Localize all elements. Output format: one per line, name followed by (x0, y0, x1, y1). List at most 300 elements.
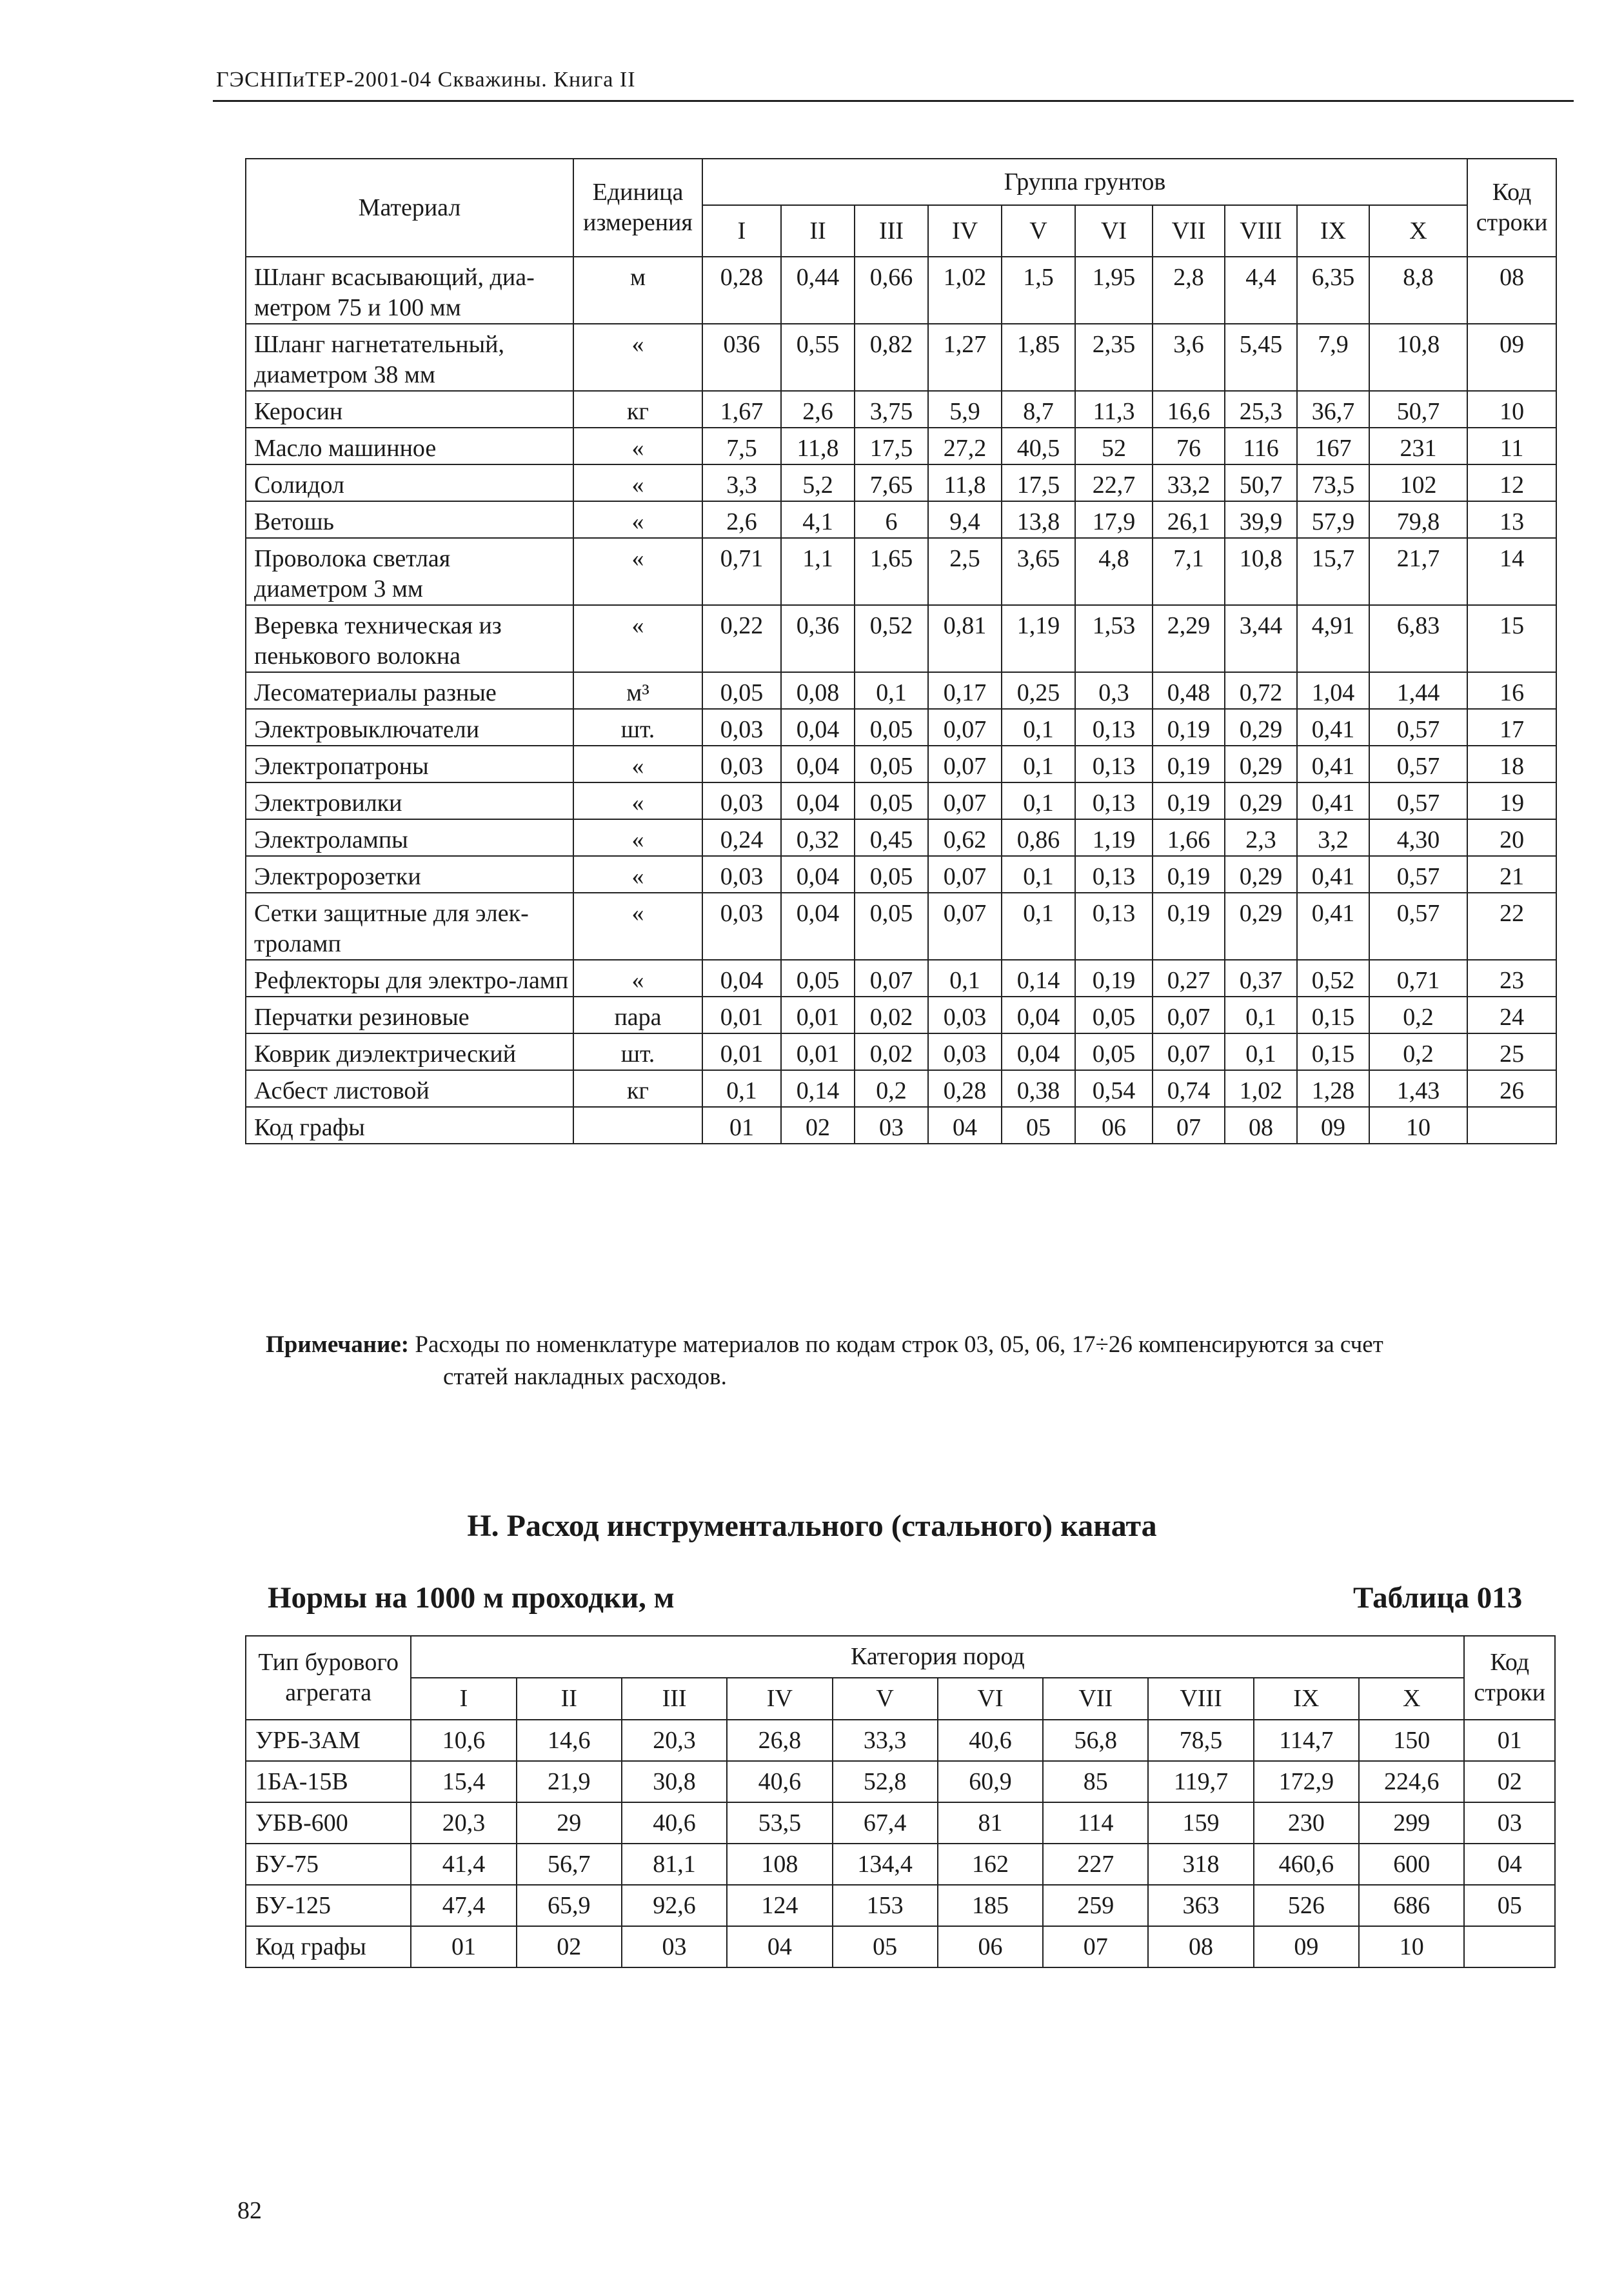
table-row (246, 257, 1556, 324)
value-cell: 0,02 (855, 997, 928, 1033)
value-cell: 17,5 (1002, 464, 1075, 501)
drill-unit-type: 1БА-15В (246, 1761, 411, 1802)
value-cell: 21,7 (1369, 538, 1467, 605)
material-name: Керосин (246, 391, 573, 428)
rock-category-5: V (833, 1678, 938, 1720)
table-row (246, 464, 1556, 501)
material-name: Шланг нагнетательный, диаметром 38 мм (246, 324, 573, 391)
value-cell: 0,07 (928, 709, 1002, 746)
material-name: Ветошь (246, 501, 573, 538)
value-cell: 0,1 (1002, 709, 1075, 746)
value-cell: 108 (727, 1844, 832, 1885)
unit-cell: кг (573, 391, 702, 428)
value-cell: 3,65 (1002, 538, 1075, 605)
table-row (246, 324, 1556, 391)
value-cell: 686 (1359, 1885, 1464, 1926)
value-cell: 0,1 (928, 960, 1002, 997)
value-cell: 363 (1148, 1885, 1253, 1926)
value-cell: 33,3 (833, 1720, 938, 1761)
soil-group-9: IX (1297, 205, 1369, 257)
graph-code-cell: 02 (781, 1107, 855, 1144)
row-code-cell: 24 (1467, 997, 1556, 1033)
value-cell: 57,9 (1297, 501, 1369, 538)
value-cell: 1,95 (1075, 257, 1153, 324)
value-cell: 230 (1254, 1802, 1359, 1844)
value-cell: 3,3 (702, 464, 781, 501)
value-cell: 52 (1075, 428, 1153, 464)
value-cell: 0,07 (1153, 997, 1225, 1033)
unit-cell: « (573, 960, 702, 997)
value-cell: 167 (1297, 428, 1369, 464)
row-code-cell: 21 (1467, 856, 1556, 893)
value-cell: 10,8 (1225, 538, 1297, 605)
value-cell: 5,2 (781, 464, 855, 501)
value-cell: 1,44 (1369, 672, 1467, 709)
value-cell: 0,05 (855, 782, 928, 819)
value-cell: 2,6 (781, 391, 855, 428)
value-cell: 318 (1148, 1844, 1253, 1885)
graph-code-cell: 06 (1075, 1107, 1153, 1144)
value-cell: 600 (1359, 1844, 1464, 1885)
value-cell: 0,19 (1153, 782, 1225, 819)
value-cell: 0,71 (1369, 960, 1467, 997)
value-cell: 1,19 (1075, 819, 1153, 856)
value-cell: 0,01 (781, 997, 855, 1033)
section-title: Н. Расход инструментального (стального) каната (467, 1509, 1157, 1543)
value-cell: 0,15 (1297, 1033, 1369, 1070)
value-cell: 150 (1359, 1720, 1464, 1761)
graph-code-cell: 07 (1043, 1926, 1148, 1967)
value-cell: 0,05 (1075, 997, 1153, 1033)
unit-cell: шт. (573, 709, 702, 746)
table-row (246, 997, 1556, 1033)
row-code-cell: 15 (1467, 605, 1556, 672)
unit-cell: « (573, 538, 702, 605)
value-cell: 20,3 (411, 1802, 516, 1844)
table-row (246, 538, 1556, 605)
value-cell: 0,81 (928, 605, 1002, 672)
value-cell: 0,32 (781, 819, 855, 856)
rock-category-2: II (517, 1678, 622, 1720)
value-cell: 0,05 (855, 746, 928, 782)
row-code-cell: 17 (1467, 709, 1556, 746)
value-cell: 231 (1369, 428, 1467, 464)
value-cell: 119,7 (1148, 1761, 1253, 1802)
value-cell: 0,07 (1153, 1033, 1225, 1070)
value-cell: 26,1 (1153, 501, 1225, 538)
value-cell: 0,04 (781, 856, 855, 893)
graph-code-cell: 02 (517, 1926, 622, 1967)
rock-category-6: VI (938, 1678, 1043, 1720)
soil-group-7: VII (1153, 205, 1225, 257)
table-row (246, 1070, 1556, 1107)
graph-code-cell: 10 (1359, 1926, 1464, 1967)
value-cell: 0,71 (702, 538, 781, 605)
value-cell: 0,03 (702, 709, 781, 746)
value-cell: 2,3 (1225, 819, 1297, 856)
value-cell: 0,57 (1369, 709, 1467, 746)
value-cell: 17,5 (855, 428, 928, 464)
value-cell: 0,55 (781, 324, 855, 391)
table-row (246, 501, 1556, 538)
value-cell: 0,14 (781, 1070, 855, 1107)
value-cell: 0,03 (702, 746, 781, 782)
unit-cell: « (573, 501, 702, 538)
graph-code-cell: 01 (411, 1926, 516, 1967)
value-cell: 11,8 (928, 464, 1002, 501)
value-cell: 0,03 (702, 856, 781, 893)
value-cell: 0,52 (855, 605, 928, 672)
value-cell: 0,82 (855, 324, 928, 391)
value-cell: 0,29 (1225, 746, 1297, 782)
soil-group-1: I (702, 205, 781, 257)
unit-cell: кг (573, 1070, 702, 1107)
value-cell: 0,03 (928, 997, 1002, 1033)
row-code-cell: 12 (1467, 464, 1556, 501)
value-cell: 22,7 (1075, 464, 1153, 501)
table-number: Таблица 013 (1353, 1581, 1523, 1615)
table-row (246, 672, 1556, 709)
value-cell: 0,01 (781, 1033, 855, 1070)
value-cell: 0,15 (1297, 997, 1369, 1033)
value-cell: 0,1 (702, 1070, 781, 1107)
value-cell: 0,19 (1075, 960, 1153, 997)
value-cell: 92,6 (622, 1885, 727, 1926)
material-name: Проволока светлая диаметром 3 мм (246, 538, 573, 605)
value-cell: 1,65 (855, 538, 928, 605)
unit-cell: « (573, 605, 702, 672)
value-cell: 0,07 (928, 782, 1002, 819)
value-cell: 0,19 (1153, 709, 1225, 746)
graph-code-cell: 09 (1297, 1107, 1369, 1144)
unit-cell: пара (573, 997, 702, 1033)
row-code-cell: 20 (1467, 819, 1556, 856)
value-cell: 47,4 (411, 1885, 516, 1926)
material-name: Шланг всасывающий, диа-метром 75 и 100 мм (246, 257, 573, 324)
value-cell: 124 (727, 1885, 832, 1926)
table-row (246, 1885, 1555, 1926)
value-cell: 0,62 (928, 819, 1002, 856)
value-cell: 0,54 (1075, 1070, 1153, 1107)
value-cell: 1,53 (1075, 605, 1153, 672)
value-cell: 162 (938, 1844, 1043, 1885)
value-cell: 3,2 (1297, 819, 1369, 856)
value-cell: 40,6 (622, 1802, 727, 1844)
graph-code-cell: 03 (622, 1926, 727, 1967)
value-cell: 52,8 (833, 1761, 938, 1802)
value-cell: 0,07 (928, 856, 1002, 893)
material-name: Рефлекторы для электро-ламп (246, 960, 573, 997)
col-code-header: Код строки (1464, 1636, 1555, 1720)
unit-cell: « (573, 746, 702, 782)
value-cell: 036 (702, 324, 781, 391)
soil-group-3: III (855, 205, 928, 257)
value-cell: 6,35 (1297, 257, 1369, 324)
value-cell: 0,07 (928, 746, 1002, 782)
note-text-line2: статей накладных расходов. (443, 1364, 727, 1390)
value-cell: 0,17 (928, 672, 1002, 709)
value-cell: 40,6 (938, 1720, 1043, 1761)
value-cell: 1,1 (781, 538, 855, 605)
material-name: Электровилки (246, 782, 573, 819)
value-cell: 41,4 (411, 1844, 516, 1885)
running-header: ГЭСНПиТЕР-2001-04 Скважины. Книга II (216, 68, 636, 92)
value-cell: 0,28 (702, 257, 781, 324)
value-cell: 1,67 (702, 391, 781, 428)
col-code-header: Код строки (1467, 159, 1556, 257)
value-cell: 134,4 (833, 1844, 938, 1885)
value-cell: 1,28 (1297, 1070, 1369, 1107)
graph-code-label: Код графы (246, 1926, 411, 1967)
rock-category-4: IV (727, 1678, 832, 1720)
material-name: Перчатки резиновые (246, 997, 573, 1033)
unit-cell: « (573, 893, 702, 960)
value-cell: 8,8 (1369, 257, 1467, 324)
value-cell: 0,07 (928, 893, 1002, 960)
value-cell: 0,04 (1002, 997, 1075, 1033)
value-cell: 0,04 (781, 709, 855, 746)
norms-caption: Нормы на 1000 м проходки, м (268, 1581, 675, 1615)
value-cell: 0,1 (1002, 746, 1075, 782)
unit-cell: « (573, 856, 702, 893)
value-cell: 2,5 (928, 538, 1002, 605)
graph-code-cell: 05 (1002, 1107, 1075, 1144)
value-cell: 460,6 (1254, 1844, 1359, 1885)
value-cell: 56,8 (1043, 1720, 1148, 1761)
table-row (246, 1033, 1556, 1070)
value-cell: 0,1 (1225, 997, 1297, 1033)
value-cell: 1,04 (1297, 672, 1369, 709)
value-cell: 0,29 (1225, 782, 1297, 819)
value-cell: 0,41 (1297, 893, 1369, 960)
value-cell: 1,19 (1002, 605, 1075, 672)
value-cell: 0,37 (1225, 960, 1297, 997)
materials-table (245, 158, 1557, 1144)
rock-category-header: Категория пород (411, 1636, 1464, 1678)
value-cell: 7,5 (702, 428, 781, 464)
value-cell: 15,4 (411, 1761, 516, 1802)
row-code-cell: 10 (1467, 391, 1556, 428)
value-cell: 0,22 (702, 605, 781, 672)
value-cell: 172,9 (1254, 1761, 1359, 1802)
value-cell: 5,45 (1225, 324, 1297, 391)
value-cell: 11,8 (781, 428, 855, 464)
row-code-cell: 22 (1467, 893, 1556, 960)
unit-cell: м (573, 257, 702, 324)
note-text-line1: Расходы по номенклатуре материалов по кодам строк 03, 05, 06, 17÷26 компенсируются за счет (415, 1331, 1383, 1358)
value-cell: 0,08 (781, 672, 855, 709)
material-name: Коврик диэлектрический (246, 1033, 573, 1070)
value-cell: 50,7 (1225, 464, 1297, 501)
value-cell: 6 (855, 501, 928, 538)
value-cell: 79,8 (1369, 501, 1467, 538)
rock-category-1: I (411, 1678, 516, 1720)
value-cell: 0,28 (928, 1070, 1002, 1107)
rock-category-3: III (622, 1678, 727, 1720)
material-name: Масло машинное (246, 428, 573, 464)
value-cell: 0,07 (855, 960, 928, 997)
soil-group-2: II (781, 205, 855, 257)
page-number: 82 (237, 2197, 262, 2224)
row-code-cell: 13 (1467, 501, 1556, 538)
value-cell: 0,86 (1002, 819, 1075, 856)
value-cell: 50,7 (1369, 391, 1467, 428)
drill-unit-type: УРБ-3АМ (246, 1720, 411, 1761)
value-cell: 4,91 (1297, 605, 1369, 672)
value-cell: 159 (1148, 1802, 1253, 1844)
material-name: Лесоматериалы разные (246, 672, 573, 709)
row-code-cell: 02 (1464, 1761, 1555, 1802)
empty-cell (1467, 1107, 1556, 1144)
value-cell: 0,03 (702, 893, 781, 960)
value-cell: 11,3 (1075, 391, 1153, 428)
row-code-cell: 11 (1467, 428, 1556, 464)
table-row (246, 893, 1556, 960)
value-cell: 0,66 (855, 257, 928, 324)
value-cell: 60,9 (938, 1761, 1043, 1802)
col-unit-header: Единица измерения (573, 159, 702, 257)
empty-cell (573, 1107, 702, 1144)
unit-cell: « (573, 324, 702, 391)
value-cell: 0,02 (855, 1033, 928, 1070)
value-cell: 0,05 (855, 856, 928, 893)
value-cell: 0,01 (702, 1033, 781, 1070)
value-cell: 4,1 (781, 501, 855, 538)
value-cell: 0,05 (702, 672, 781, 709)
value-cell: 526 (1254, 1885, 1359, 1926)
material-name: Электровыключатели (246, 709, 573, 746)
value-cell: 0,05 (855, 709, 928, 746)
value-cell: 8,7 (1002, 391, 1075, 428)
graph-code-cell: 05 (833, 1926, 938, 1967)
value-cell: 0,41 (1297, 856, 1369, 893)
row-code-cell: 05 (1464, 1885, 1555, 1926)
graph-code-cell: 03 (855, 1107, 928, 1144)
value-cell: 0,1 (1002, 782, 1075, 819)
row-code-cell: 03 (1464, 1802, 1555, 1844)
header-rule (213, 100, 1574, 102)
value-cell: 0,24 (702, 819, 781, 856)
table-row (246, 605, 1556, 672)
soil-group-5: V (1002, 205, 1075, 257)
value-cell: 26,8 (727, 1720, 832, 1761)
table-row (246, 1844, 1555, 1885)
value-cell: 0,13 (1075, 709, 1153, 746)
value-cell: 0,3 (1075, 672, 1153, 709)
material-name: Асбест листовой (246, 1070, 573, 1107)
value-cell: 9,4 (928, 501, 1002, 538)
value-cell: 0,38 (1002, 1070, 1075, 1107)
row-code-cell: 04 (1464, 1844, 1555, 1885)
value-cell: 7,9 (1297, 324, 1369, 391)
row-code-cell: 25 (1467, 1033, 1556, 1070)
value-cell: 259 (1043, 1885, 1148, 1926)
soil-group-6: VI (1075, 205, 1153, 257)
value-cell: 56,7 (517, 1844, 622, 1885)
value-cell: 81 (938, 1802, 1043, 1844)
unit-cell: м³ (573, 672, 702, 709)
value-cell: 299 (1359, 1802, 1464, 1844)
value-cell: 0,2 (855, 1070, 928, 1107)
value-cell: 7,1 (1153, 538, 1225, 605)
value-cell: 1,66 (1153, 819, 1225, 856)
unit-cell: шт. (573, 1033, 702, 1070)
value-cell: 0,41 (1297, 709, 1369, 746)
value-cell: 0,52 (1297, 960, 1369, 997)
row-code-cell: 16 (1467, 672, 1556, 709)
value-cell: 40,5 (1002, 428, 1075, 464)
note-label: Примечание: (266, 1331, 410, 1358)
value-cell: 0,2 (1369, 997, 1467, 1033)
value-cell: 13,8 (1002, 501, 1075, 538)
value-cell: 0,04 (702, 960, 781, 997)
value-cell: 0,14 (1002, 960, 1075, 997)
value-cell: 0,01 (702, 997, 781, 1033)
value-cell: 0,13 (1075, 893, 1153, 960)
value-cell: 0,41 (1297, 782, 1369, 819)
graph-code-cell: 10 (1369, 1107, 1467, 1144)
value-cell: 0,72 (1225, 672, 1297, 709)
value-cell: 1,43 (1369, 1070, 1467, 1107)
value-cell: 17,9 (1075, 501, 1153, 538)
value-cell: 0,05 (1075, 1033, 1153, 1070)
value-cell: 53,5 (727, 1802, 832, 1844)
table-row (246, 819, 1556, 856)
graph-code-row (246, 1107, 1556, 1144)
table-row (246, 782, 1556, 819)
material-name: Сетки защитные для элек-троламп (246, 893, 573, 960)
value-cell: 6,83 (1369, 605, 1467, 672)
value-cell: 0,44 (781, 257, 855, 324)
value-cell: 1,27 (928, 324, 1002, 391)
value-cell: 0,04 (781, 893, 855, 960)
unit-cell: « (573, 819, 702, 856)
value-cell: 67,4 (833, 1802, 938, 1844)
value-cell: 81,1 (622, 1844, 727, 1885)
value-cell: 0,1 (1225, 1033, 1297, 1070)
value-cell: 0,04 (781, 782, 855, 819)
row-code-cell: 26 (1467, 1070, 1556, 1107)
graph-code-cell: 04 (727, 1926, 832, 1967)
soil-group-header: Группа грунтов (702, 159, 1467, 205)
value-cell: 7,65 (855, 464, 928, 501)
graph-code-cell: 01 (702, 1107, 781, 1144)
value-cell: 0,1 (1002, 856, 1075, 893)
value-cell: 0,27 (1153, 960, 1225, 997)
value-cell: 40,6 (727, 1761, 832, 1802)
rock-category-10: X (1359, 1678, 1464, 1720)
value-cell: 2,35 (1075, 324, 1153, 391)
value-cell: 36,7 (1297, 391, 1369, 428)
graph-code-label: Код графы (246, 1107, 573, 1144)
value-cell: 78,5 (1148, 1720, 1253, 1761)
row-code-cell: 14 (1467, 538, 1556, 605)
value-cell: 3,44 (1225, 605, 1297, 672)
value-cell: 1,02 (1225, 1070, 1297, 1107)
value-cell: 0,13 (1075, 782, 1153, 819)
rock-category-9: IX (1254, 1678, 1359, 1720)
graph-code-cell: 07 (1153, 1107, 1225, 1144)
value-cell: 5,9 (928, 391, 1002, 428)
value-cell: 0,29 (1225, 856, 1297, 893)
value-cell: 153 (833, 1885, 938, 1926)
value-cell: 0,41 (1297, 746, 1369, 782)
table-note (266, 1329, 1556, 1393)
graph-code-cell: 08 (1225, 1107, 1297, 1144)
value-cell: 3,75 (855, 391, 928, 428)
value-cell: 0,25 (1002, 672, 1075, 709)
value-cell: 114,7 (1254, 1720, 1359, 1761)
